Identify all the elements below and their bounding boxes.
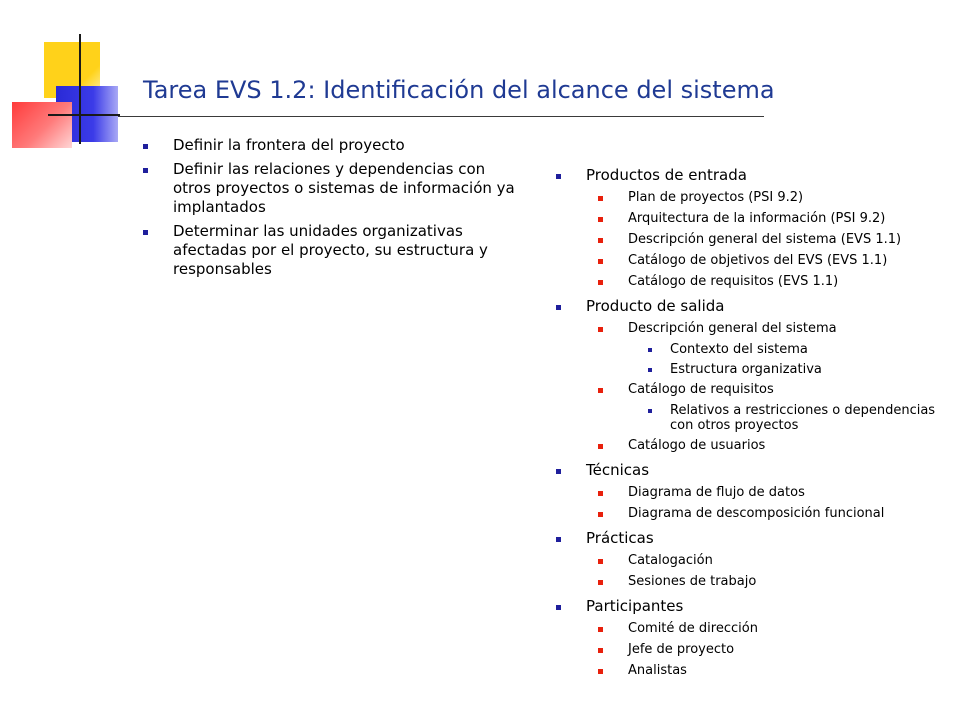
section-heading	[553, 597, 953, 616]
list-item	[553, 232, 953, 248]
bullet-icon	[598, 388, 603, 393]
section-tecnicas	[553, 461, 953, 522]
section-heading	[553, 529, 953, 548]
objective-item	[140, 160, 520, 217]
logo-horizontal-line	[48, 114, 120, 116]
list-item	[553, 553, 953, 569]
bullet-icon	[556, 605, 561, 610]
section-label: Participantes	[586, 597, 684, 615]
section-heading	[553, 461, 953, 480]
bullet-icon	[598, 196, 603, 201]
item-text: Diagrama de descomposición funcional	[628, 506, 885, 521]
item-text: Catálogo de objetivos del EVS (EVS 1.1)	[628, 253, 888, 268]
list-item	[553, 438, 953, 454]
logo-red-square	[12, 102, 72, 148]
item-text: Comité de dirección	[628, 621, 758, 636]
item-text: Contexto del sistema	[670, 342, 808, 357]
item-text: Catálogo de requisitos	[628, 382, 774, 397]
bullet-icon	[598, 512, 603, 517]
item-text: Plan de proyectos (PSI 9.2)	[628, 190, 804, 205]
bullet-icon	[598, 327, 603, 332]
item-text: Descripción general del sistema (EVS 1.1)	[628, 232, 902, 247]
list-item	[553, 190, 953, 206]
objective-text: Definir las relaciones y dependencias con otros proyectos o sistemas de información ya implantados	[173, 160, 515, 216]
section-heading	[553, 297, 953, 316]
slide-title: Tarea EVS 1.2: Identificación del alcance del sistema	[143, 76, 775, 104]
bullet-icon	[648, 368, 652, 372]
objectives-list	[140, 136, 520, 284]
item-text: Relativos a restricciones o dependencias con otros proyectos	[670, 403, 936, 433]
bullet-icon	[556, 469, 561, 474]
item-text: Arquitectura de la información (PSI 9.2)	[628, 211, 886, 226]
bullet-icon	[648, 348, 652, 352]
bullet-icon	[598, 669, 603, 674]
bullet-icon	[648, 409, 652, 413]
objective-item	[140, 222, 520, 279]
section-heading	[553, 166, 953, 185]
item-text: Catálogo de requisitos (EVS 1.1)	[628, 274, 839, 289]
bullet-icon	[598, 580, 603, 585]
list-item	[553, 253, 953, 269]
objective-text: Determinar las unidades organizativas afectadas por el proyecto, su estructura y responsables	[173, 222, 488, 278]
item-text: Catalogación	[628, 553, 713, 568]
list-item	[553, 506, 953, 522]
products-panel	[553, 164, 953, 686]
bullet-icon	[143, 168, 148, 173]
objective-item	[140, 136, 520, 155]
list-item	[553, 211, 953, 227]
list-item	[553, 274, 953, 290]
title-underline	[118, 116, 764, 117]
item-text: Catálogo de usuarios	[628, 438, 766, 453]
bullet-icon	[598, 648, 603, 653]
bullet-icon	[598, 444, 603, 449]
section-entrada	[553, 166, 953, 290]
section-participantes	[553, 597, 953, 679]
bullet-icon	[556, 537, 561, 542]
list-item	[553, 663, 953, 679]
sub-item	[553, 362, 953, 377]
sub-item	[553, 342, 953, 357]
bullet-icon	[556, 174, 561, 179]
item-text: Diagrama de flujo de datos	[628, 485, 805, 500]
item-text: Estructura organizativa	[670, 362, 822, 377]
bullet-icon	[556, 305, 561, 310]
item-text: Sesiones de trabajo	[628, 574, 757, 589]
bullet-icon	[598, 491, 603, 496]
section-label: Técnicas	[586, 461, 650, 479]
section-practicas	[553, 529, 953, 590]
item-text: Analistas	[628, 663, 687, 678]
list-item	[553, 321, 953, 337]
item-text: Jefe de proyecto	[628, 642, 735, 657]
bullet-icon	[598, 627, 603, 632]
list-item	[553, 642, 953, 658]
section-label: Producto de salida	[586, 297, 725, 315]
bullet-icon	[598, 238, 603, 243]
list-item	[553, 382, 953, 398]
bullet-icon	[143, 230, 148, 235]
list-item	[553, 574, 953, 590]
section-label: Productos de entrada	[586, 166, 747, 184]
list-item	[553, 621, 953, 637]
bullet-icon	[598, 217, 603, 222]
bullet-icon	[598, 280, 603, 285]
item-text: Descripción general del sistema	[628, 321, 837, 336]
section-label: Prácticas	[586, 529, 654, 547]
objective-text: Definir la frontera del proyecto	[173, 136, 405, 154]
list-item	[553, 485, 953, 501]
section-salida	[553, 297, 953, 454]
logo-vertical-line	[79, 34, 81, 144]
sub-item	[553, 403, 953, 433]
bullet-icon	[598, 559, 603, 564]
bullet-icon	[143, 144, 148, 149]
bullet-icon	[598, 259, 603, 264]
